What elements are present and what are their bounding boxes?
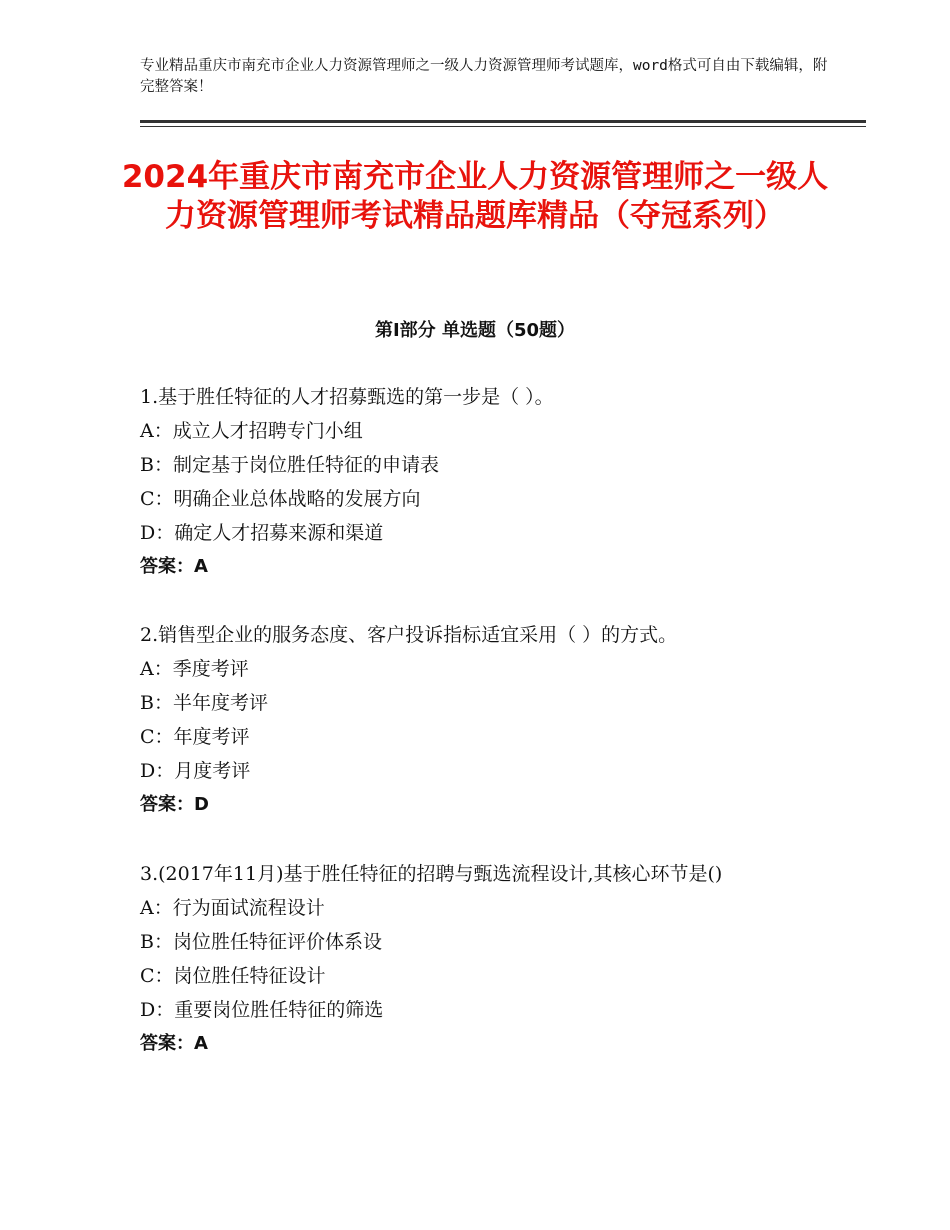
answer: 答案：D — [140, 794, 209, 815]
question-stem: 3.(2017年11月)基于胜任特征的招聘与甄选流程设计,其核心环节是() — [140, 863, 723, 885]
question-block-3 — [140, 857, 820, 1061]
option-a: A：季度考评 — [140, 658, 249, 680]
option-d: D：重要岗位胜任特征的筛选 — [140, 999, 384, 1021]
option-a: A：成立人才招聘专门小组 — [140, 420, 363, 442]
option-d: D：确定人才招募来源和渠道 — [140, 522, 384, 544]
section-heading: 第Ⅰ部分 单选题（50题） — [374, 320, 575, 341]
answer: 答案：A — [140, 556, 208, 577]
question-stem: 2.销售型企业的服务态度、客户投诉指标适宜采用（ ）的方式。 — [140, 624, 678, 646]
question-stem: 1.基于胜任特征的人才招募甄选的第一步是（ ）。 — [140, 386, 554, 408]
option-c: C：年度考评 — [140, 726, 250, 748]
option-a: A：行为面试流程设计 — [140, 897, 325, 919]
option-d: D：月度考评 — [140, 760, 251, 782]
option-b: B：制定基于岗位胜任特征的申请表 — [140, 454, 439, 476]
question-block-2 — [140, 618, 840, 822]
header-rule-thin — [140, 126, 866, 127]
header-rule-thick — [140, 120, 866, 123]
option-c: C：岗位胜任特征设计 — [140, 965, 326, 987]
option-c: C：明确企业总体战略的发展方向 — [140, 488, 421, 510]
header-note: 专业精品重庆市南充市企业人力资源管理师之一级人力资源管理师考试题库，word格式可自由下载编辑，附完整答案！ — [140, 58, 828, 95]
option-b: B：岗位胜任特征评价体系设 — [140, 931, 382, 953]
document-title: 2024年重庆市南充市企业人力资源管理师之一级人力资源管理师考试精品题库精品（夺冠系列） — [121, 159, 829, 234]
option-b: B：半年度考评 — [140, 692, 268, 714]
answer: 答案：A — [140, 1033, 208, 1054]
question-block-1 — [140, 380, 840, 584]
